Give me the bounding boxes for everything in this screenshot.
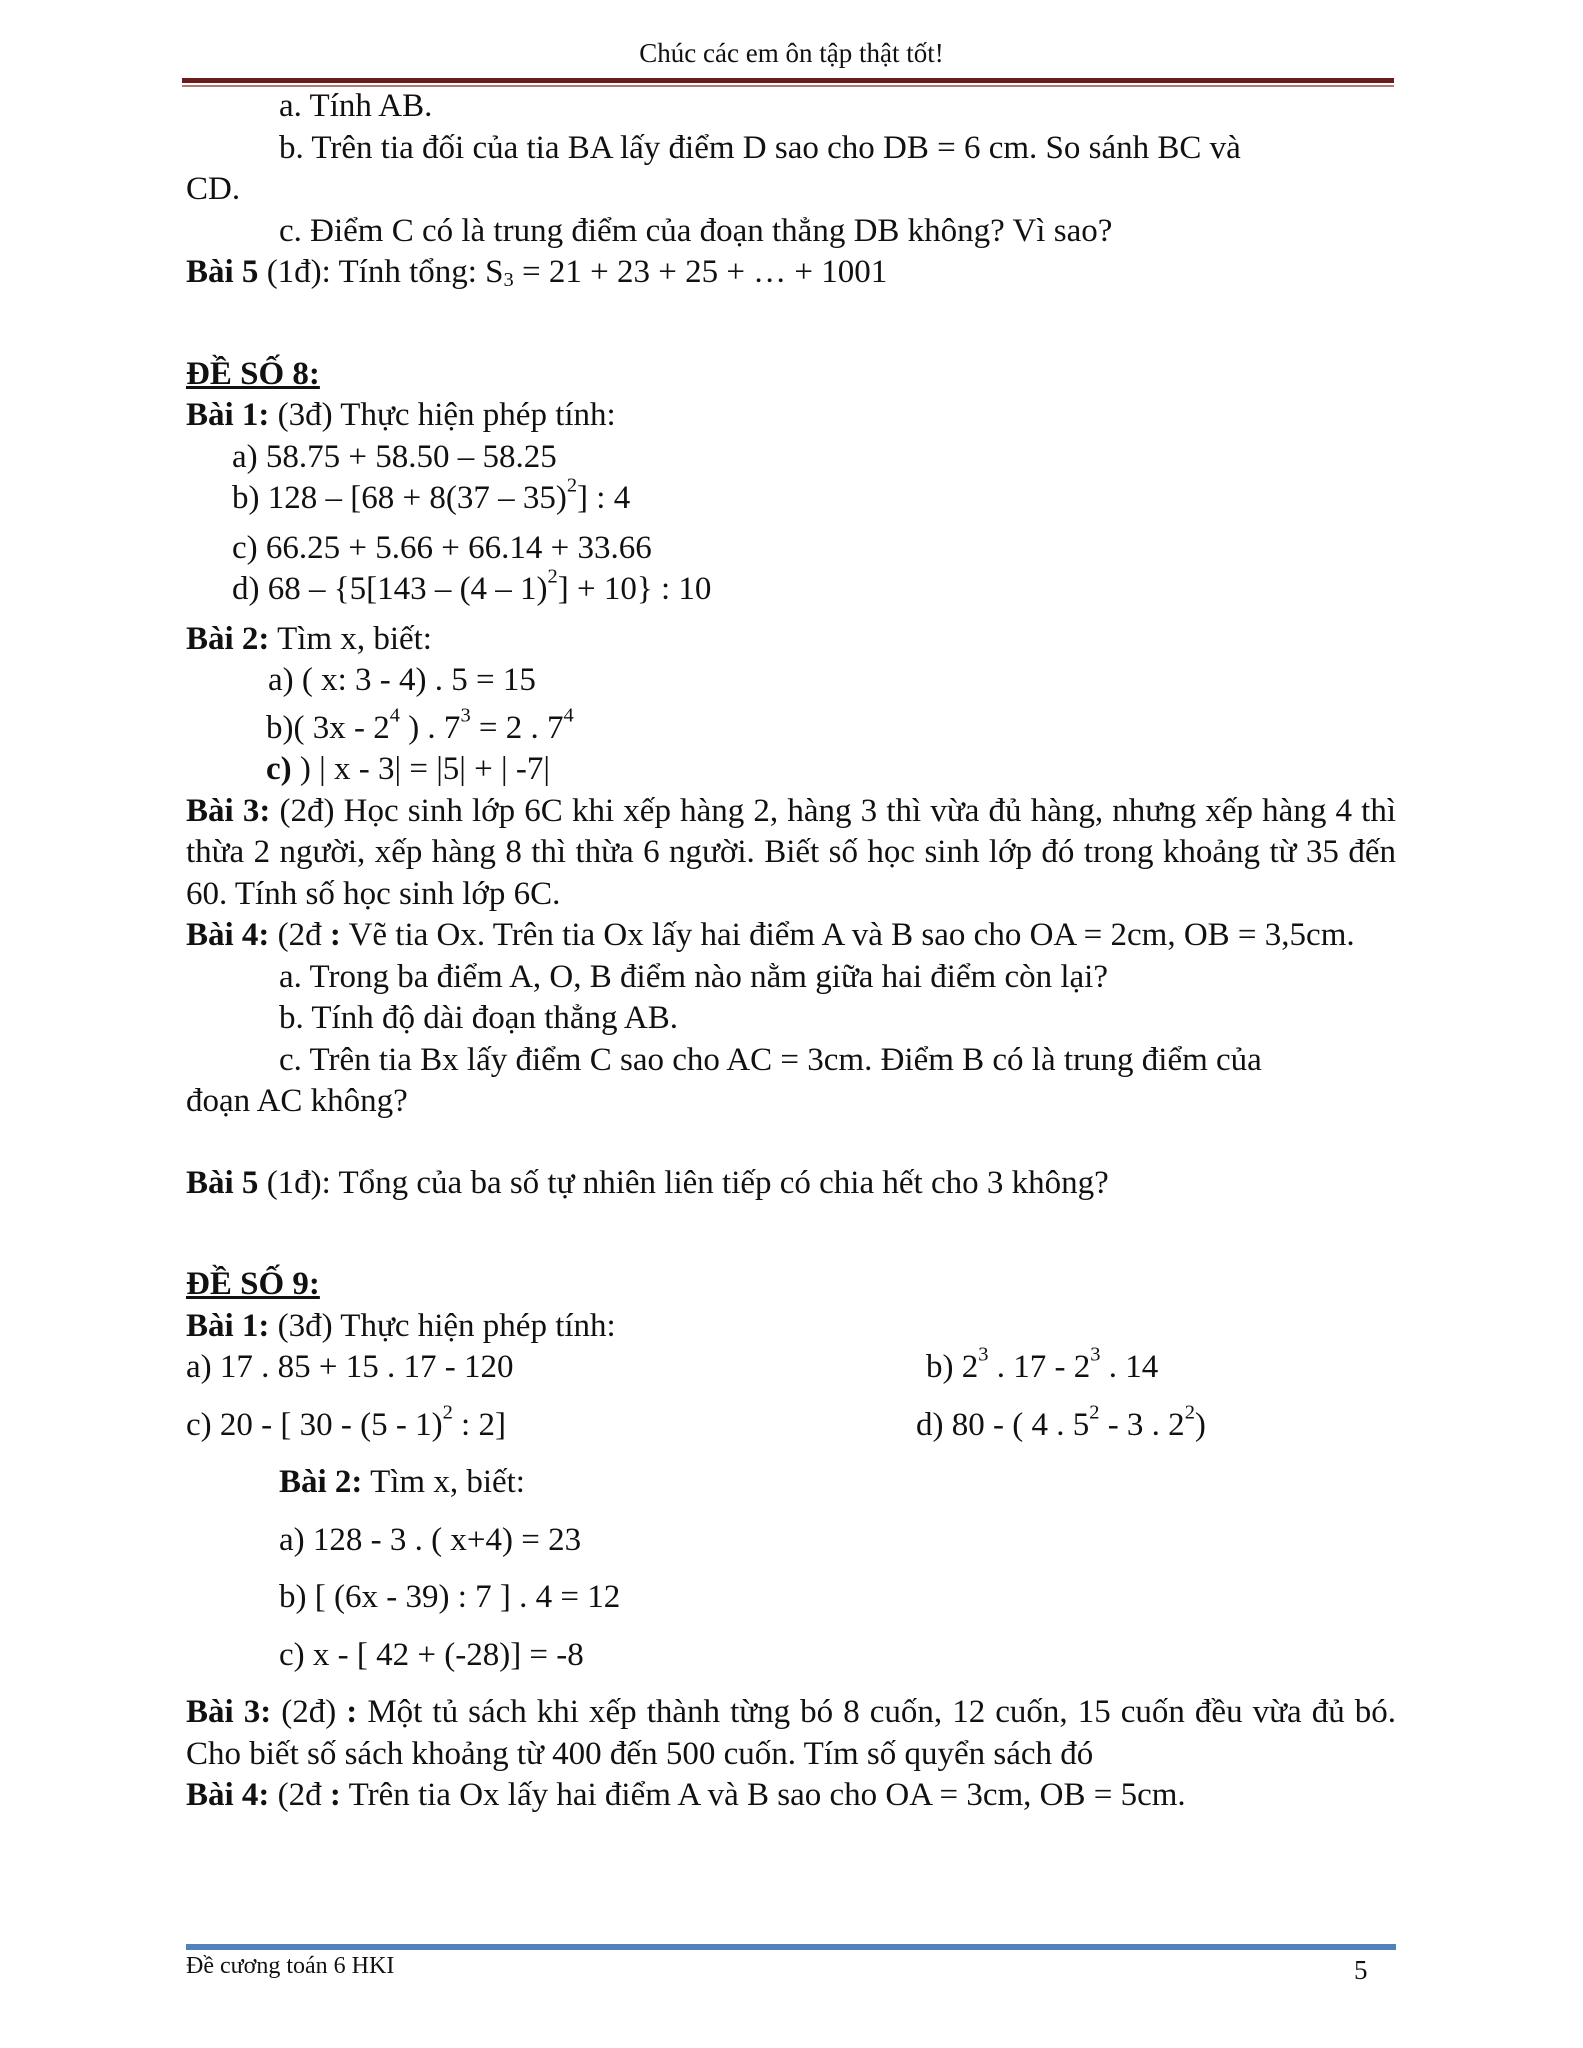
de9-bai-3: Bài 3: (2đ) : Một tủ sách khi xếp thành từng bó 8 cuốn, 12 cuốn, 15 cuốn đều vừa đủ bó. Cho biết số sách khoảng từ 400 đến 500 cuốn. Tím số quyển sách đó — [186, 1694, 1396, 1772]
de8-b4-c: c. Trên tia Bx lấy điểm C sao cho AC = 3cm. Điểm B có là trung điểm của — [279, 1041, 1262, 1078]
de8-bai-1: Bài 1: (3đ) Thực hiện phép tính: — [186, 397, 616, 433]
de-so-8-title: ĐỀ SỐ 8: — [186, 355, 320, 392]
de9-b1-row-1 — [186, 1343, 1396, 1389]
de9-bai-1: Bài 1: (3đ) Thực hiện phép tính: — [186, 1307, 616, 1344]
de8-bai-5: Bài 5 (1đ): Tổng của ba số tự nhiên liên tiếp có chia hết cho 3 không? — [186, 1164, 1109, 1201]
item-b: b. Trên tia đối của tia BA lấy điểm D sao cho DB = 6 cm. So sánh BC và — [279, 129, 1241, 166]
de8-b4-a: a. Trong ba điểm A, O, B điểm nào nằm giữa hai điểm còn lại? — [279, 958, 1108, 995]
de-so-9-title: ĐỀ SỐ 9: — [186, 1266, 320, 1302]
de8-bai-3: Bài 3: (2đ) Học sinh lớp 6C khi xếp hàng 2, hàng 3 thì vừa đủ hàng, nhưng xếp hàng 4 thì thừa 2 người, xếp hàng 8 thì thừa 6 người. Biết số học sinh lớp đó trong khoảng từ 35 đến 60. Tính số học sinh lớp 6C. — [186, 792, 1396, 912]
de8-b2-a: a) ( x: 3 - 4) . 5 = 15 — [268, 662, 536, 698]
de9-b2-c: c) x - [ 42 + (-28)] = -8 — [279, 1636, 584, 1673]
item-a: a. Tính AB. — [279, 88, 433, 124]
de9-b2-a: a) 128 - 3 . ( x+4) = 23 — [279, 1521, 582, 1558]
de8-b2-c: c) ) | x - 3| = |5| + | -7| — [266, 751, 550, 787]
de9-bai-2: Bài 2: Tìm x, biết: — [279, 1464, 525, 1500]
de8-b1-a: a) 58.75 + 58.50 – 58.25 — [232, 438, 557, 475]
item-c: c. Điểm C có là trung điểm của đoạn thẳng DB không? Vì sao? — [279, 212, 1113, 249]
document-body — [186, 86, 1396, 1817]
de8-b1-b: b) 128 – [68 + 8(37 – 35)$^2$] : 4 — [232, 474, 631, 516]
de8-bai-2: Bài 2: Tìm x, biết: — [186, 620, 432, 657]
de8-b1-d: d) 68 – {5[143 – (4 – 1)$^2$] + 10} : 10 — [232, 565, 712, 607]
bai-5-top: Bài 5 (1đ): Tính tổng: $S_3 = 21 + 23 + 25$ + … + 1001 — [186, 254, 888, 292]
de9-b1-d: d) 80 - ( 4 . $5^2 - 3$ . $2^2$) — [916, 1401, 1206, 1443]
de9-bai-4: Bài 4: (2đ : Trên tia Ox lấy hai điểm A và B sao cho OA = 3cm, OB = 5cm. — [186, 1777, 1186, 1813]
de9-b1-c: c) 20 - [ 30 - (5 - 1)$^2$ : 2] — [186, 1401, 506, 1443]
header-rule — [182, 78, 1394, 83]
de9-b1-b: b) $2^3$ . $17 - 2^3$ . 14 — [926, 1343, 1159, 1385]
de8-b2-b: b)( $3x - 2^4$ ) . $7^3 = 2$ . $7^4$ — [266, 704, 574, 746]
page-header: Chúc các em ôn tập thật tốt! — [639, 38, 944, 68]
de8-b4-c-cont: đoạn AC không? — [186, 1083, 408, 1119]
page-number: 5 — [1354, 1955, 1368, 1985]
de9-b1-row-2 — [186, 1401, 1396, 1447]
footer-title: Đề cương toán 6 HKI — [186, 1953, 395, 1979]
de8-b4-b: b. Tính độ dài đoạn thẳng AB. — [279, 1000, 679, 1036]
de8-b1-c: c) 66.25 + 5.66 + 66.14 + 33.66 — [232, 529, 652, 566]
item-b-cont: CD. — [186, 171, 241, 207]
footer-rule — [186, 1944, 1396, 1950]
de8-bai-4: Bài 4: (2đ : Vẽ tia Ox. Trên tia Ox lấy hai điểm A và B sao cho OA = 2cm, OB = 3,5cm. — [186, 917, 1355, 953]
de9-b1-a: a) 17 . 85 + 15 . 17 - 120 — [186, 1349, 514, 1385]
de9-b2-b: b) [ (6x - 39) : 7 ] . 4 = 12 — [279, 1579, 621, 1615]
